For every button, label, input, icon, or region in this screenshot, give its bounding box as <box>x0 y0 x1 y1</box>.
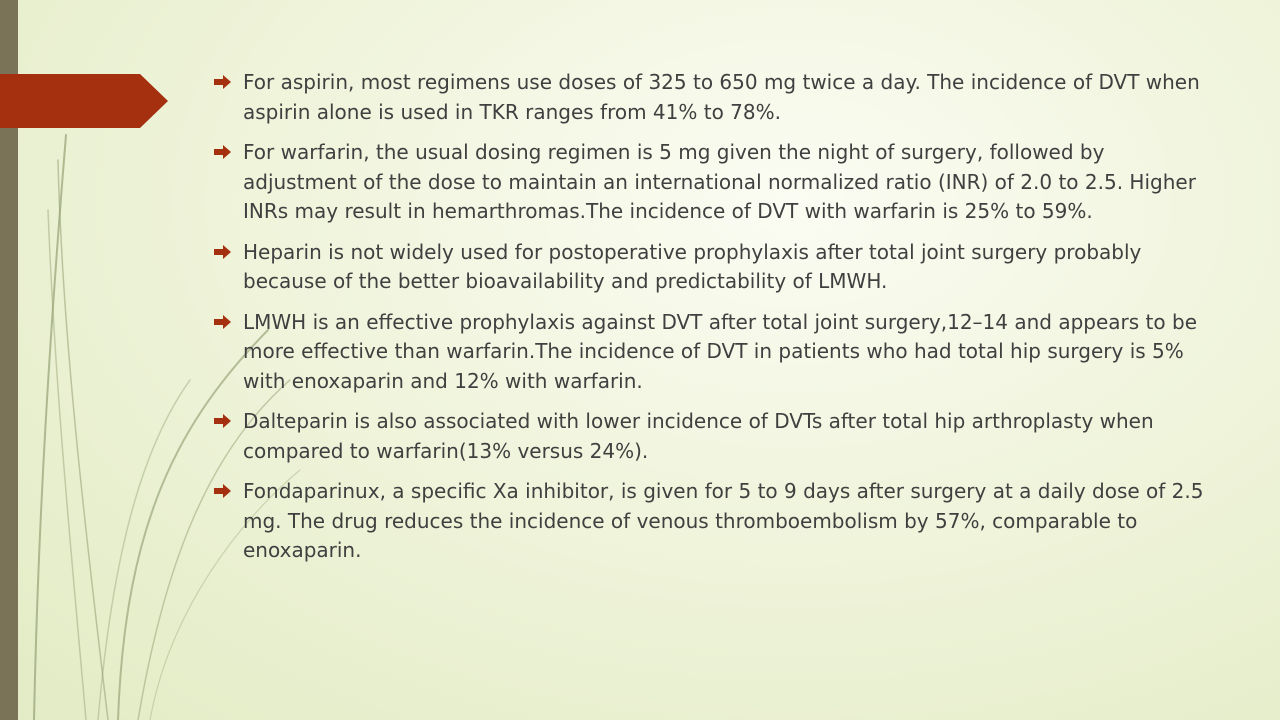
bullet-item <box>214 238 1204 297</box>
bullet-text: Dalteparin is also associated with lower incidence of DVTs after total hip arthroplasty when compared to warfarin(13% versus 24%). <box>243 409 1154 463</box>
bullet-text: For aspirin, most regimens use doses of 325 to 650 mg twice a day. The incidence of DVT when aspirin alone is used in TKR ranges from 41% to 78%. <box>243 70 1200 124</box>
bullet-list <box>214 68 1204 566</box>
right-arrow-bullet-icon <box>214 245 231 259</box>
right-arrow-bullet-icon <box>214 484 231 498</box>
bullet-item <box>214 308 1204 397</box>
bullet-text: LMWH is an effective prophylaxis against DVT after total joint surgery,12–14 and appears to be more effective than warfarin.The incidence of DVT in patients who had total hip surgery is 5% with enoxaparin and 12% with warfarin. <box>243 309 1197 393</box>
bullet-item <box>214 407 1204 466</box>
accent-arrow-shape <box>0 74 170 128</box>
bullet-text: For warfarin, the usual dosing regimen is 5 mg given the night of surgery, followed by adjustment of the dose to maintain an international normalized ratio (INR) of 2.0 to 2.5. Higher INRs may result in hemarthromas.The incidence of DVT with warfarin is 25% to 59%. <box>243 140 1196 223</box>
accent-arrow-fill <box>0 74 168 128</box>
slide-content <box>214 68 1204 577</box>
bullet-item <box>214 68 1204 127</box>
right-arrow-bullet-icon <box>214 315 231 329</box>
bullet-text: Fondaparinux, a specific Xa inhibitor, is given for 5 to 9 days after surgery at a daily dose of 2.5 mg. The drug reduces the incidence of venous thromboembolism by 57%, comparable to enoxaparin. <box>243 479 1204 562</box>
bullet-text: Heparin is not widely used for postoperative prophylaxis after total joint surgery probably because of the better bioavailability and predictability of LMWH. <box>243 239 1142 293</box>
right-arrow-bullet-icon <box>214 414 231 428</box>
right-arrow-bullet-icon <box>214 145 231 159</box>
right-arrow-bullet-icon <box>214 75 231 89</box>
bullet-item <box>214 477 1204 566</box>
bullet-item <box>214 138 1204 227</box>
